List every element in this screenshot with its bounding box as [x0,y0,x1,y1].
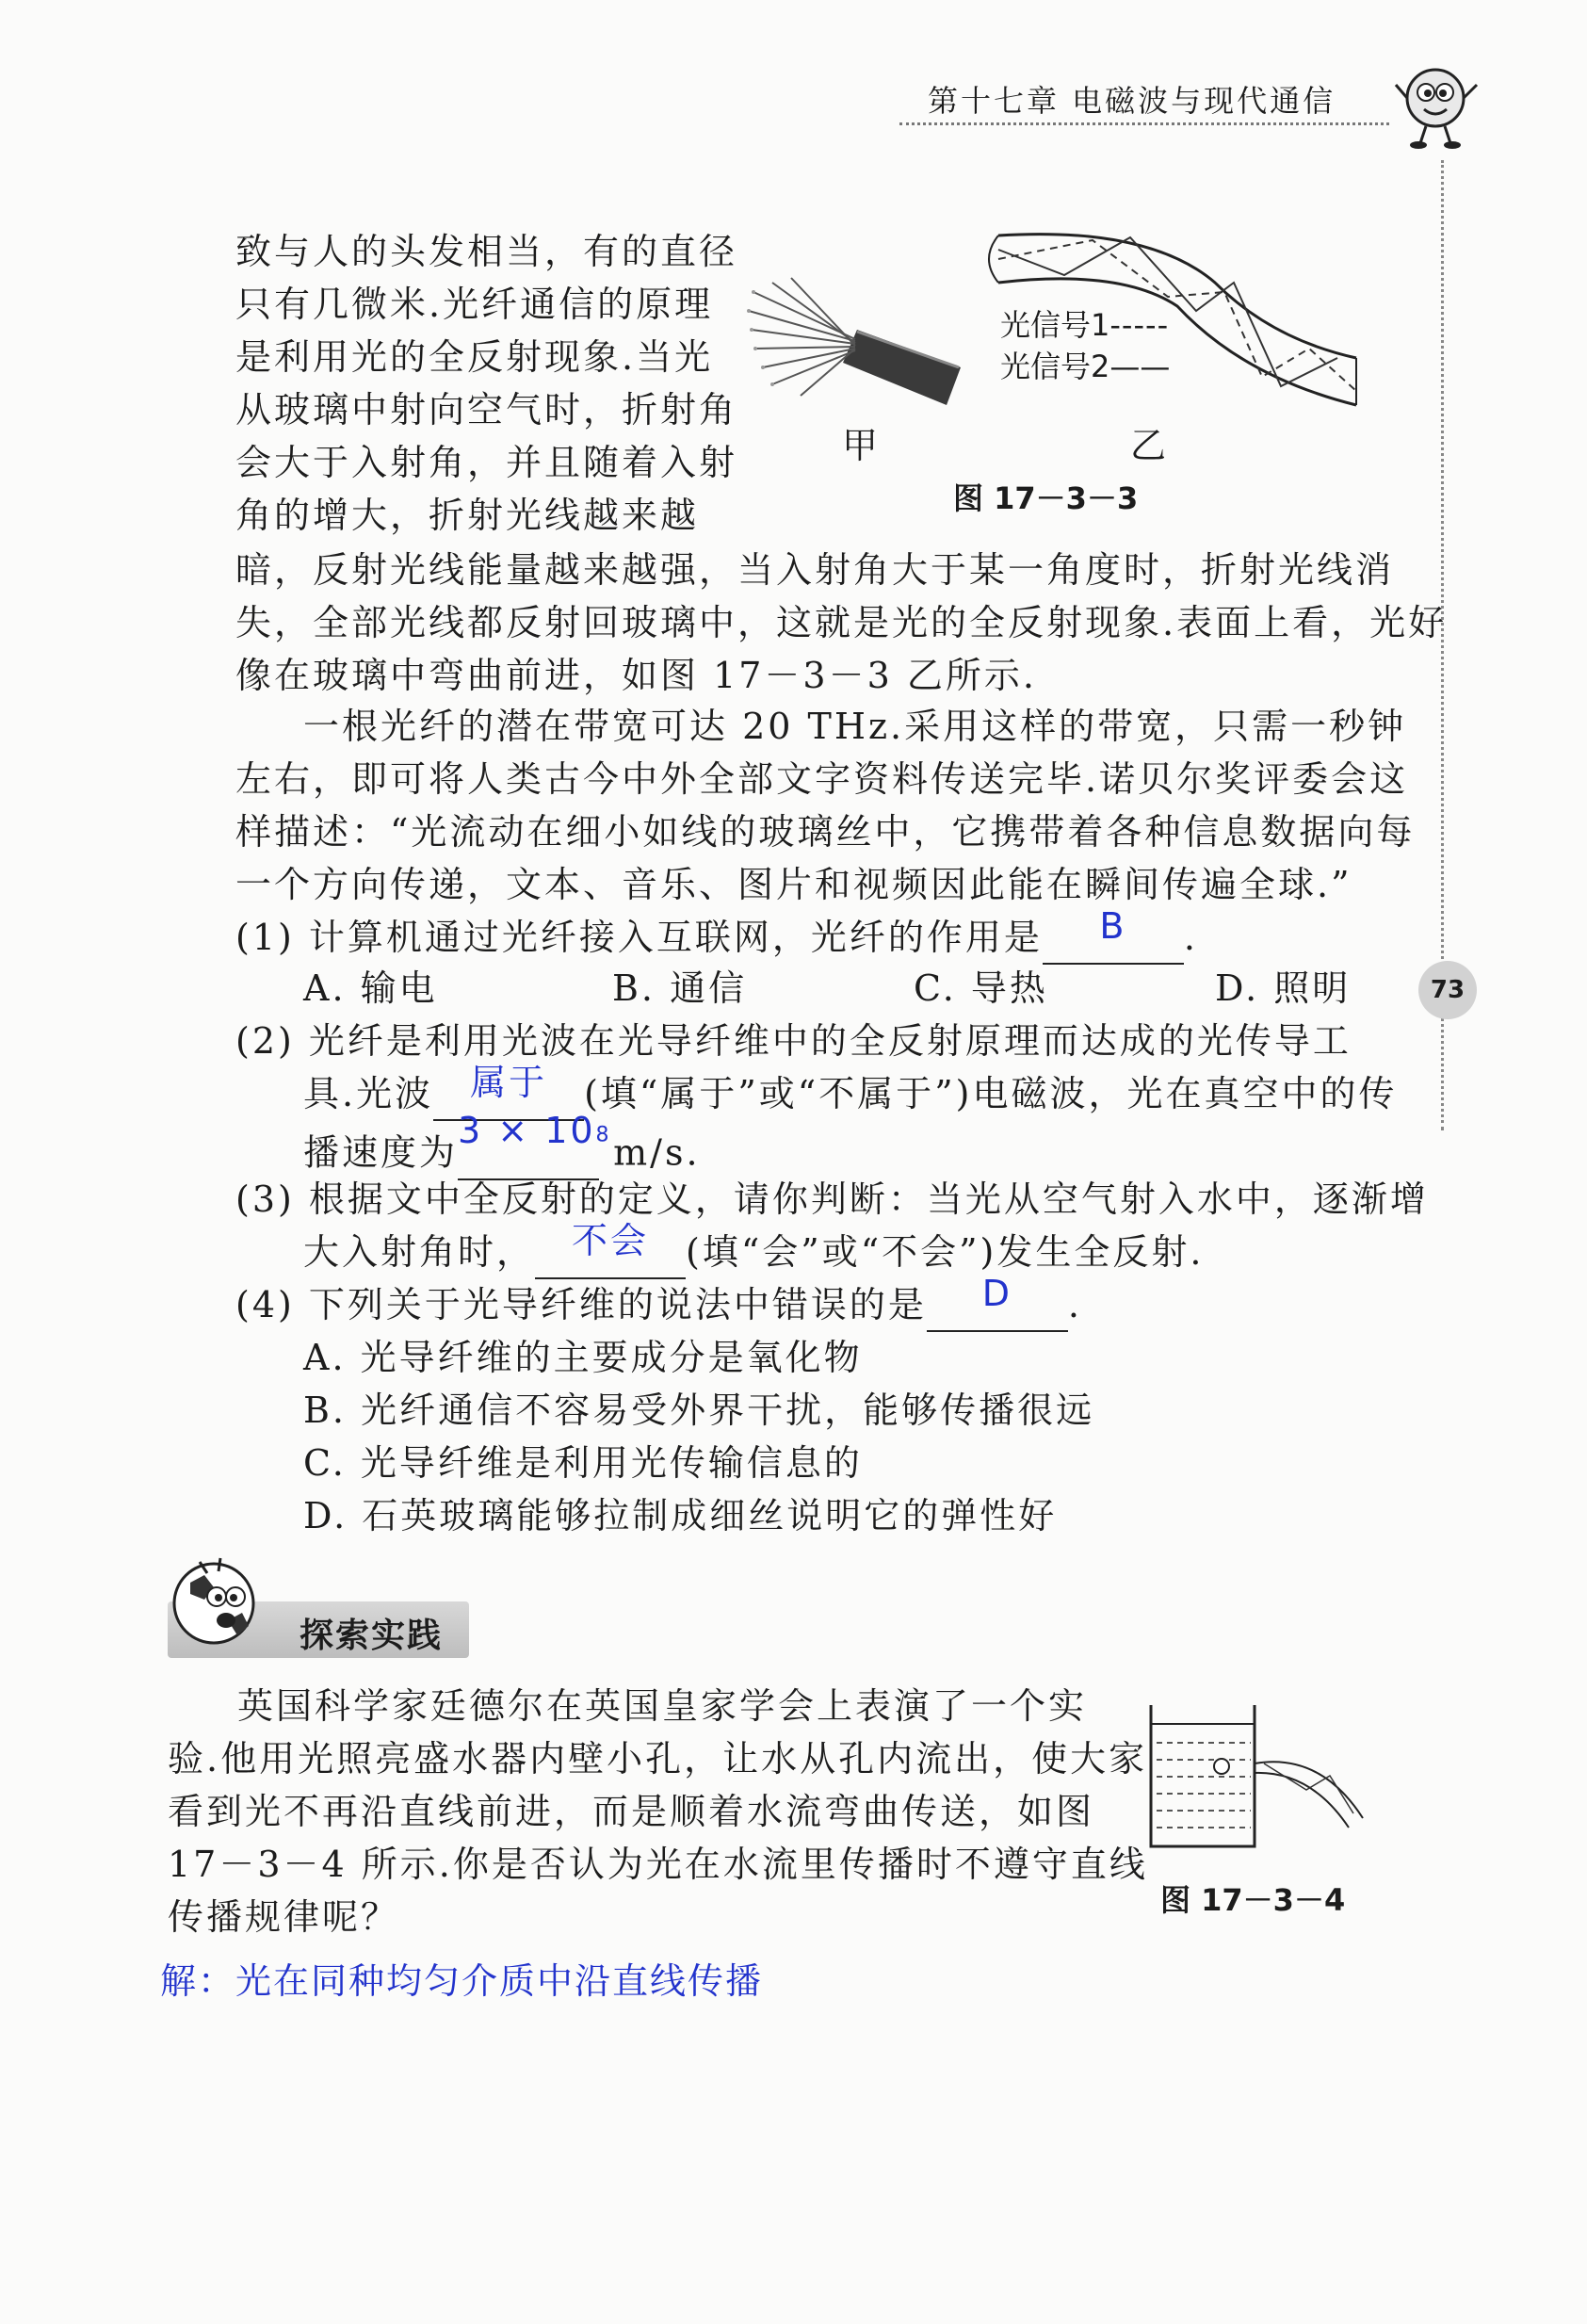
question-4-end: . [1067,1284,1083,1325]
signal-legend-1: 光信号1----- [1000,307,1170,343]
header-divider [899,122,1389,125]
intro-line-1: 致与人的头发相当，有的直径 [235,231,738,272]
question-4 [235,1273,1083,1332]
para2-line-4: 一个方向传递，文本、音乐、图片和视频因此能在瞬间传遍全球.” [235,864,1352,905]
practice-line-1: 英国科学家廷德尔在英国皇家学会上表演了一个实 [237,1685,1088,1727]
question-4-stem: (4) 下列关于光导纤维的说法中错误的是 [235,1284,927,1325]
question-3-line-2-pre: 大入射角时， [303,1231,536,1273]
q4-option-a: A. 光导纤维的主要成分是氧化物 [303,1337,863,1378]
question-3-answer: 不会 [572,1220,650,1261]
question-3-line-2 [303,1220,1205,1279]
q1-option-a: A. 输电 [303,967,438,1009]
question-2-answer-1: 属于 [470,1062,548,1103]
soccer-mascot-icon [162,1545,266,1658]
margin-divider-lower [1441,1017,1444,1130]
question-4-answer-blank[interactable] [927,1273,1068,1332]
question-2-line-1: (2) 光纤是利用光波在光导纤维中的全反射原理而达成的光传导工 [235,1020,1352,1062]
intro-line-6: 角的增大，折射光线越来越 [235,495,700,536]
margin-divider [1441,160,1444,970]
mascot-icon [1392,57,1482,151]
q1-option-b: B. 通信 [612,967,748,1009]
question-3-line-2-post: (填“会”或“不会”)发生全反射. [686,1231,1205,1273]
intro-line-5: 会大于入射角，并且随着入射 [235,442,738,483]
figure-caption-17-3-4: 图 17－3－4 [1160,1882,1346,1918]
q1-option-d: D. 照明 [1215,967,1352,1009]
signal-legend-2-label: 光信号2 [1000,349,1110,384]
practice-line-2: 验.他用光照亮盛水器内壁小孔，让水从孔内流出，使大家 [168,1738,1148,1780]
intro-line-4: 从玻璃中射向空气时，折射角 [235,389,738,431]
practice-line-5: 传播规律呢？ [168,1896,400,1938]
question-2-answer-2-exp: 8 [595,1123,612,1146]
question-1-end: . [1183,917,1199,958]
figure-label-yi: 乙 [1130,425,1170,466]
q4-option-c: C. 光导纤维是利用光传输信息的 [303,1442,863,1484]
question-2-answer-2-wrap [458,1109,612,1162]
q1-option-c: C. 导热 [914,967,1048,1009]
fiber-bundle-figure [744,273,970,414]
chapter-header: 第十七章 电磁波与现代通信 [928,83,1336,119]
question-2-answer-2: 3 × 10 [458,1109,596,1151]
practice-line-4: 17－3－4 所示.你是否认为光在水流里传播时不遵守直线 [168,1844,1148,1885]
question-3-line-1: (3) 根据文中全反射的定义，请你判断：当光从空气射入水中，逐渐增 [235,1178,1429,1220]
question-1-answer-blank[interactable] [1043,905,1184,965]
q4-option-d: D. 石英玻璃能够拉制成细丝说明它的弹性好 [303,1495,1058,1536]
question-2-line-3-post: m/s. [613,1131,701,1174]
practice-line-3: 看到光不再沿直线前进，而是顺着水流弯曲传送，如图 [168,1791,1095,1832]
question-2-line-2-pre: 具.光波 [303,1073,434,1114]
question-1-stem: (1) 计算机通过光纤接入互联网，光纤的作用是 [235,917,1043,958]
intro-full-line-1: 暗，反射光线能量越来越强，当入射角大于某一角度时，折射光线消 [235,549,1395,591]
intro-full-line-2: 失，全部光线都反射回玻璃中，这就是光的全反射现象.表面上看，光好 [235,602,1448,643]
intro-line-2: 只有几微米.光纤通信的原理 [235,284,714,325]
intro-full-line-3: 像在玻璃中弯曲前进，如图 17－3－3 乙所示. [235,655,1037,696]
signal-legend-1-label: 光信号1 [1000,307,1110,343]
q4-option-b: B. 光纤通信不容易受外界干扰，能够传播很远 [303,1390,1095,1431]
question-2-line-2-post: (填“属于”或“不属于”)电磁波，光在真空中的传 [584,1073,1398,1114]
question-1 [235,905,1199,965]
section-title: 探索实践 [300,1617,444,1655]
intro-line-3: 是利用光的全反射现象.当光 [235,336,714,378]
question-2-answer-2-blank[interactable] [458,1109,612,1180]
water-container-figure [1142,1696,1377,1856]
question-4-answer: D [981,1273,1013,1314]
para2-line-1: 一根光纤的潜在带宽可达 20 THz.采用这样的带宽，只需一秒钟 [303,706,1407,747]
signal-legend-2: 光信号2—— [1000,349,1171,384]
question-2-line-3-pre: 播速度为 [303,1131,459,1174]
para2-line-2: 左右，即可将人类古今中外全部文字资料传送完毕.诺贝尔奖评委会这 [235,758,1409,800]
question-2-line-3 [303,1109,701,1180]
figure-label-jia: 甲 [842,425,882,466]
page-number: 73 [1418,961,1477,1019]
practice-answer: 解：光在同种均匀介质中沿直线传播 [160,1960,764,2002]
question-3-answer-blank[interactable] [535,1220,686,1279]
figure-caption-17-3-3: 图 17－3－3 [953,480,1139,516]
para2-line-3: 样描述：“光流动在细小如线的玻璃丝中，它携带着各种信息数据向每 [235,811,1416,853]
question-1-answer: B [1099,905,1127,947]
